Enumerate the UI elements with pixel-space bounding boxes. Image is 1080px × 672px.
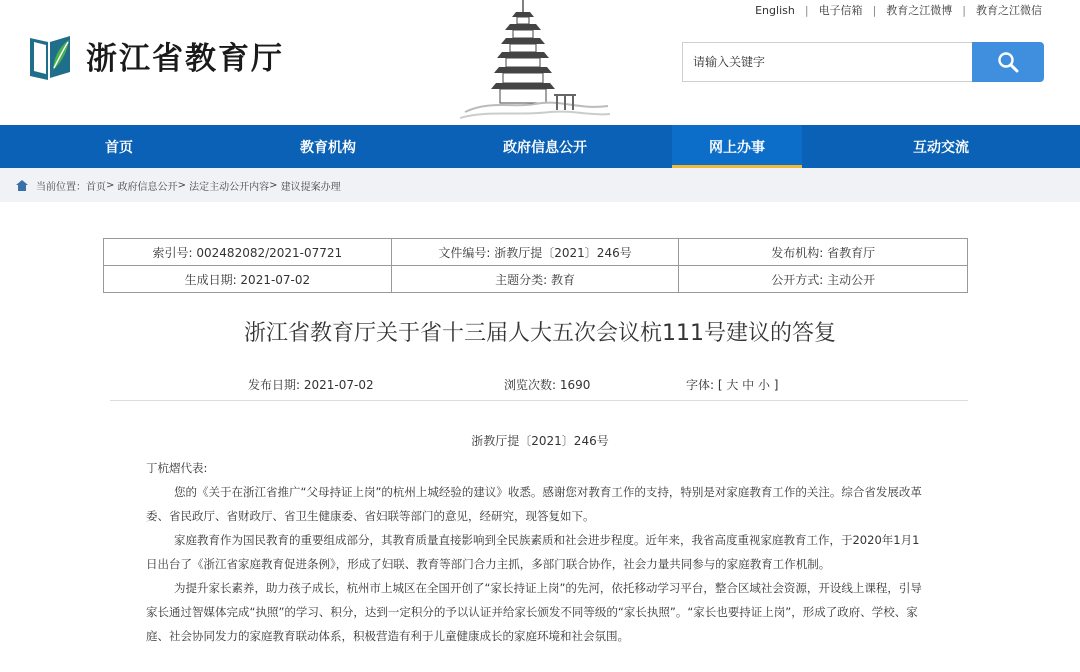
divider — [110, 400, 968, 401]
link-wechat[interactable]: 教育之江微信 — [976, 4, 1042, 17]
nav-online-services[interactable]: 网上办事 — [672, 125, 802, 168]
main-nav — [0, 125, 1080, 168]
breadcrumb-prefix: 当前位置： — [36, 181, 86, 193]
site-header — [0, 0, 1080, 125]
meta-index-no: 索引号: 002482082/2021-07721 — [104, 239, 392, 266]
search-input[interactable] — [682, 42, 972, 82]
divider: | — [872, 3, 877, 17]
breadcrumb-home[interactable]: 首页 — [86, 181, 106, 193]
link-email[interactable]: 电子信箱 — [818, 4, 863, 17]
divider: | — [804, 3, 809, 17]
document-meta-table — [103, 238, 968, 293]
nav-institutions[interactable]: 教育机构 — [300, 139, 356, 156]
breadcrumb — [0, 168, 1080, 202]
meta-doc-no: 文件编号: 浙教厅提〔2021〕246号 — [391, 239, 679, 266]
breadcrumb-sep: > — [106, 179, 118, 191]
nav-home[interactable]: 首页 — [105, 139, 133, 156]
article-doc-number: 浙教厅提〔2021〕246号 — [471, 434, 609, 448]
breadcrumb-proposals[interactable]: 建议提案办理 — [280, 181, 341, 193]
search-icon — [997, 51, 1019, 73]
search-button[interactable] — [972, 42, 1044, 82]
font-size-switcher[interactable]: 字体: [ 大 中 小 ] — [686, 378, 779, 392]
top-links — [755, 2, 1042, 18]
search-bar — [682, 42, 1044, 82]
leaf-book-logo-icon — [26, 28, 74, 82]
article-title: 浙江省教育厅关于省十三届人大五次会议杭111号建议的答复 — [244, 321, 836, 346]
site-logo[interactable] — [26, 28, 284, 82]
breadcrumb-sep: > — [177, 179, 190, 191]
home-icon — [16, 180, 28, 191]
salutation: 丁杭熠代表: — [146, 461, 208, 475]
nav-gov-info[interactable]: 政府信息公开 — [503, 139, 587, 156]
article-body — [146, 456, 926, 648]
paragraph: 家庭教育作为国民教育的重要组成部分，其教育质量直接影响到全民族素质和社会进步程度。近年来，我省高度重视家庭教育工作，于2020年1月1日出台了《浙江省家庭教育促进条例》，形成了妇联、教育等部门合力主抓，多部门联合协作，社会力量共同参与的家庭教育工作机制。 — [146, 533, 920, 571]
view-count: 浏览次数: 1690 — [504, 378, 591, 392]
meta-open-mode: 公开方式: 主动公开 — [679, 266, 968, 293]
nav-interaction[interactable]: 互动交流 — [913, 139, 969, 156]
breadcrumb-sep: > — [269, 179, 281, 191]
meta-issuer: 发布机构: 省教育厅 — [679, 239, 968, 266]
publish-date: 发布日期: 2021-07-02 — [248, 378, 374, 392]
meta-created-date: 生成日期: 2021-07-02 — [104, 266, 392, 293]
site-name: 浙江省教育厅 — [86, 40, 284, 77]
divider: | — [962, 3, 966, 17]
link-english[interactable]: English — [755, 3, 795, 17]
link-weibo[interactable]: 教育之江微博 — [886, 4, 953, 17]
breadcrumb-statutory[interactable]: 法定主动公开内容 — [189, 181, 270, 193]
paragraph: 为提升家长素养，助力孩子成长，杭州市上城区在全国开创了“家长持证上岗”的先河，依托移动学习平台，整合区域社会资源，开设线上课程，引导家长通过智媒体完成“执照”的学习、积分，达到一定积分的予以认证并给家长颁发不同等级的“家长执照”。“家长也要持证上岗”，形成了政府、学校、家庭、社会协同发力的家庭教育联动体系，积极营造有利于儿童健康成长的家庭环境和社会氛围。 — [146, 581, 922, 643]
pagoda-banner-icon — [460, 0, 610, 122]
breadcrumb-gov-info[interactable]: 政府信息公开 — [117, 181, 178, 193]
meta-category: 主题分类: 教育 — [391, 266, 679, 293]
paragraph: 您的《关于在浙江省推广“父母持证上岗”的杭州上城经验的建议》收悉。感谢您对教育工作的支持，特别是对家庭教育工作的关注。综合省发展改革委、省民政厅、省财政厅、省卫生健康委、省妇联等部门的意见，经研究，现答复如下。 — [146, 485, 922, 523]
